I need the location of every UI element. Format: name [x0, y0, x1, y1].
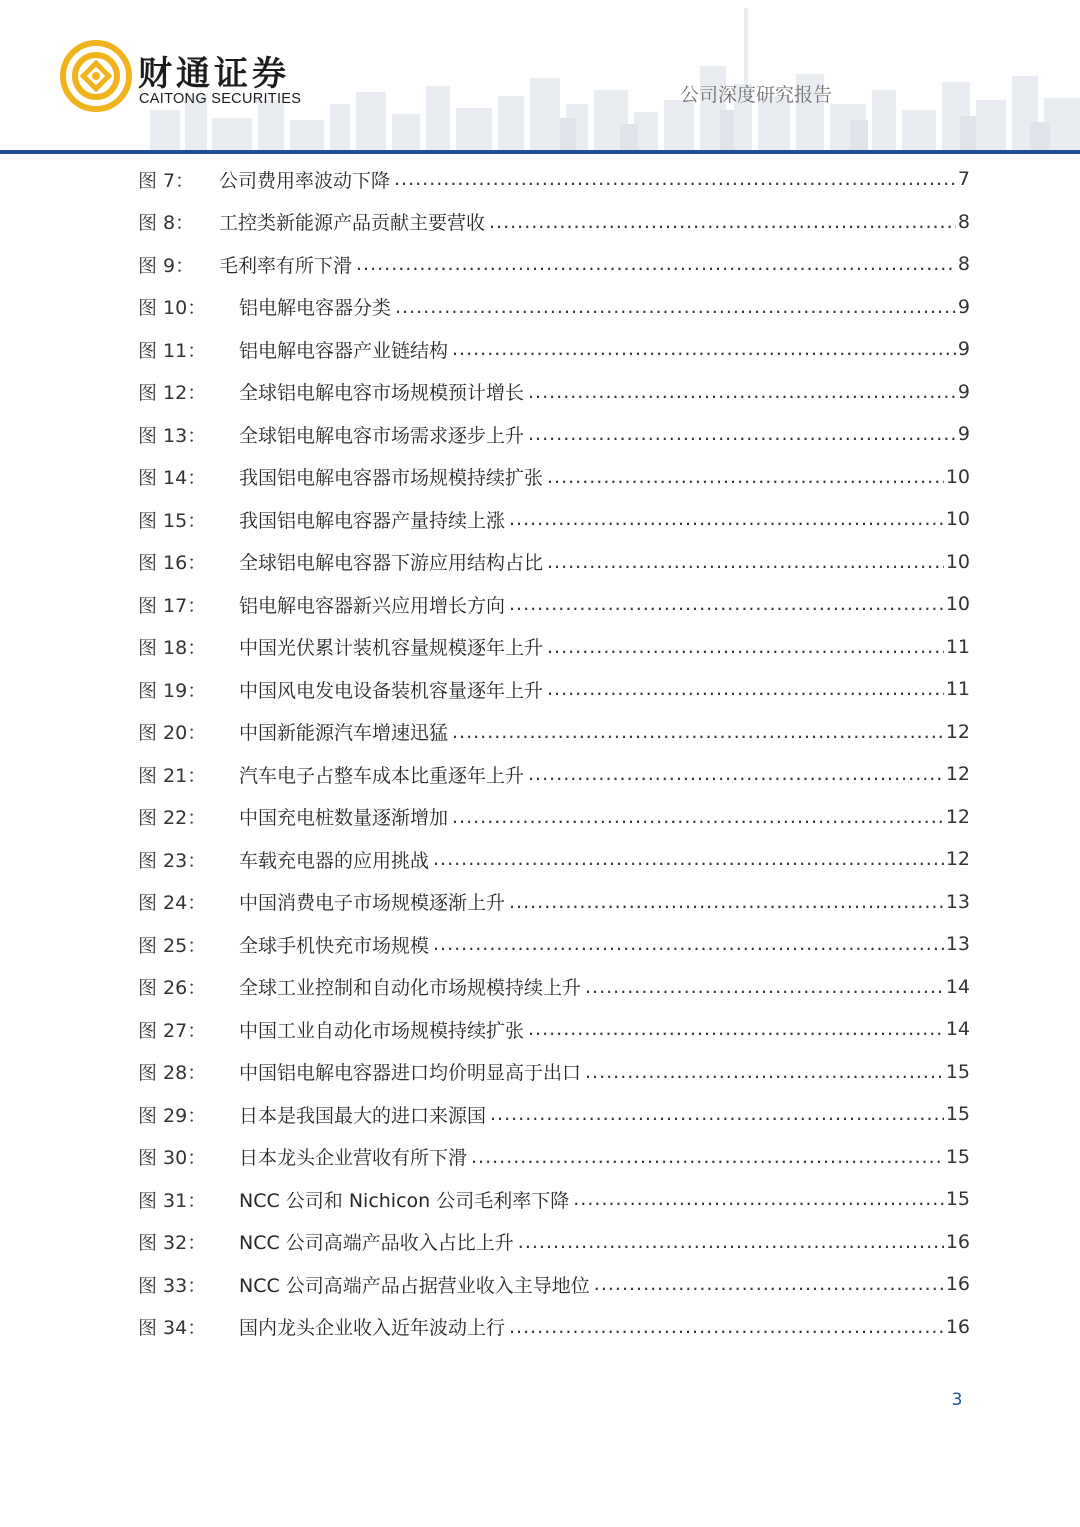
toc-page-number[interactable]: 12: [945, 848, 970, 871]
page-header: [0, 0, 1080, 156]
toc-entry[interactable]: [138, 498, 970, 541]
toc-figure-title[interactable]: NCC 公司和 Nichicon 公司毛利率下降: [239, 1186, 573, 1213]
toc-dot-leader: [452, 721, 944, 743]
toc-page-number[interactable]: 10: [945, 593, 970, 616]
toc-figure-title[interactable]: 日本是我国最大的进口来源国: [239, 1101, 490, 1128]
toc-page-number[interactable]: 10: [945, 550, 970, 573]
toc-entry[interactable]: [138, 1178, 970, 1221]
toc-figure-label: 图 16：: [138, 552, 207, 575]
toc-page-number[interactable]: 13: [945, 933, 970, 956]
toc-figure-title[interactable]: NCC 公司高端产品占据营业收入主导地位: [239, 1271, 594, 1298]
toc-figure-label: 图 15：: [138, 509, 207, 532]
toc-page-number[interactable]: 11: [945, 678, 970, 701]
toc-figure-title[interactable]: 中国消费电子市场规模逐渐上升: [239, 888, 509, 915]
toc-figure-label: 图 11：: [138, 339, 207, 362]
toc-page-number[interactable]: 13: [945, 890, 970, 913]
toc-figure-title[interactable]: 中国光伏累计装机容量规模逐年上升: [239, 633, 547, 660]
toc-entry[interactable]: [138, 1136, 970, 1179]
toc-figure-title[interactable]: 全球铝电解电容市场需求逐步上升: [239, 421, 528, 448]
toc-dot-leader: [433, 933, 944, 955]
toc-page-number[interactable]: 11: [945, 635, 970, 658]
toc-dot-leader: [394, 168, 956, 190]
toc-figure-title[interactable]: 日本龙头企业营收有所下滑: [239, 1143, 471, 1170]
toc-figure-title[interactable]: 全球铝电解电容器下游应用结构占比: [239, 548, 547, 575]
toc-figure-title[interactable]: 国内龙头企业收入近年波动上行: [239, 1313, 509, 1340]
toc-figure-label: 图 7：: [138, 169, 195, 192]
toc-dot-leader: [528, 1018, 944, 1040]
toc-page-number[interactable]: 7: [957, 168, 970, 191]
brand-name-en: CAITONG SECURITIES: [139, 91, 302, 107]
toc-entry[interactable]: [138, 626, 970, 669]
toc-dot-leader: [547, 551, 944, 573]
toc-dot-leader: [573, 1188, 944, 1210]
toc-dot-leader: [528, 763, 944, 785]
toc-entry[interactable]: [138, 1051, 970, 1094]
toc-figure-label: 图 30：: [138, 1147, 207, 1170]
toc-figure-label: 图 27：: [138, 1019, 207, 1042]
toc-page-number[interactable]: 12: [945, 805, 970, 828]
toc-figure-label: 图 10：: [138, 297, 207, 320]
toc-page-number[interactable]: 16: [945, 1230, 970, 1253]
toc-page-number[interactable]: 8: [957, 253, 970, 276]
toc-figure-label: 图 12：: [138, 382, 207, 405]
toc-entry[interactable]: [138, 583, 970, 626]
toc-page-number[interactable]: 12: [945, 720, 970, 743]
toc-entry[interactable]: [138, 923, 970, 966]
toc-figure-label: 图 23：: [138, 849, 207, 872]
toc-figure-title[interactable]: 中国风电发电设备装机容量逐年上升: [239, 676, 547, 703]
header-rule: [0, 150, 1080, 154]
toc-dot-leader: [356, 253, 956, 275]
toc-dot-leader: [471, 1146, 944, 1168]
toc-dot-leader: [509, 1316, 944, 1338]
toc-page-number[interactable]: 15: [945, 1145, 970, 1168]
toc-figure-label: 图 25：: [138, 934, 207, 957]
toc-figure-title[interactable]: 中国充电桩数量逐渐增加: [239, 803, 452, 830]
toc-entry[interactable]: [138, 881, 970, 924]
toc-figure-title[interactable]: 汽车电子占整车成本比重逐年上升: [239, 761, 528, 788]
page-number: 3: [951, 1390, 963, 1410]
toc-entry[interactable]: [138, 796, 970, 839]
caitong-coin-logo-icon: [60, 40, 132, 112]
toc-figure-title[interactable]: 铝电解电容器新兴应用增长方向: [239, 591, 509, 618]
toc-page-number[interactable]: 12: [945, 763, 970, 786]
toc-figure-title[interactable]: 工控类新能源产品贡献主要营收: [219, 208, 489, 235]
toc-figure-title[interactable]: 车载充电器的应用挑战: [239, 846, 433, 873]
toc-figure-label: 图 32：: [138, 1232, 207, 1255]
toc-entry[interactable]: [138, 201, 970, 244]
toc-figure-title[interactable]: 铝电解电容器产业链结构: [239, 336, 452, 363]
toc-page-number[interactable]: 14: [945, 1018, 970, 1041]
toc-figure-label: 图 18：: [138, 637, 207, 660]
report-type: 公司深度研究报告: [680, 84, 833, 106]
toc-entry[interactable]: [138, 456, 970, 499]
toc-entry[interactable]: [138, 1093, 970, 1136]
toc-entry[interactable]: [138, 413, 970, 456]
toc-page-number[interactable]: 9: [957, 380, 970, 403]
toc-dot-leader: [547, 466, 944, 488]
toc-figure-label: 图 17：: [138, 594, 207, 617]
toc-figure-title[interactable]: 全球工业控制和自动化市场规模持续上升: [239, 973, 585, 1000]
toc-page-number[interactable]: 9: [957, 295, 970, 318]
toc-figure-label: 图 24：: [138, 892, 207, 915]
toc-dot-leader: [528, 423, 956, 445]
toc-page-number[interactable]: 14: [945, 975, 970, 998]
toc-dot-leader: [509, 508, 944, 530]
toc-entry[interactable]: [138, 838, 970, 881]
toc-figure-label: 图 28：: [138, 1062, 207, 1085]
toc-page-number[interactable]: 15: [945, 1103, 970, 1126]
figure-index: [138, 158, 970, 1348]
toc-figure-label: 图 31：: [138, 1189, 207, 1212]
toc-figure-label: 图 19：: [138, 679, 207, 702]
toc-dot-leader: [528, 381, 956, 403]
toc-dot-leader: [585, 976, 944, 998]
toc-entry[interactable]: [138, 286, 970, 329]
toc-page-number[interactable]: 15: [945, 1188, 970, 1211]
toc-figure-title[interactable]: 全球铝电解电容市场规模预计增长: [239, 378, 528, 405]
toc-page-number[interactable]: 16: [945, 1315, 970, 1338]
toc-figure-title[interactable]: 铝电解电容器分类: [239, 293, 395, 320]
toc-dot-leader: [452, 806, 944, 828]
toc-dot-leader: [594, 1273, 944, 1295]
toc-entry[interactable]: [138, 753, 970, 796]
toc-figure-title[interactable]: 中国铝电解电容器进口均价明显高于出口: [239, 1058, 585, 1085]
toc-figure-title[interactable]: 毛利率有所下滑: [219, 251, 356, 278]
toc-dot-leader: [509, 891, 944, 913]
toc-figure-label: 图 8：: [138, 212, 195, 235]
toc-dot-leader: [547, 636, 944, 658]
toc-entry[interactable]: [138, 541, 970, 584]
toc-page-number[interactable]: 16: [945, 1273, 970, 1296]
toc-figure-label: 图 21：: [138, 764, 207, 787]
toc-dot-leader: [585, 1061, 944, 1083]
toc-figure-title[interactable]: 中国新能源汽车增速迅猛: [239, 718, 452, 745]
toc-figure-label: 图 26：: [138, 977, 207, 1000]
toc-entry[interactable]: [138, 158, 970, 201]
toc-figure-label: 图 9：: [138, 254, 195, 277]
toc-page-number[interactable]: 10: [945, 465, 970, 488]
toc-dot-leader: [547, 678, 944, 700]
toc-figure-label: 图 20：: [138, 722, 207, 745]
toc-entry[interactable]: [138, 966, 970, 1009]
toc-entry[interactable]: [138, 1306, 970, 1349]
toc-figure-label: 图 34：: [138, 1317, 207, 1340]
toc-figure-label: 图 13：: [138, 424, 207, 447]
toc-figure-label: 图 14：: [138, 467, 207, 490]
toc-figure-title[interactable]: 全球手机快充市场规模: [239, 931, 433, 958]
brand-name-cn: 财通证券: [138, 54, 290, 94]
toc-page-number[interactable]: 9: [957, 338, 970, 361]
toc-page-number[interactable]: 9: [957, 423, 970, 446]
toc-entry[interactable]: [138, 668, 970, 711]
toc-entry[interactable]: [138, 1008, 970, 1051]
toc-dot-leader: [452, 338, 956, 360]
toc-figure-label: 图 22：: [138, 807, 207, 830]
toc-entry[interactable]: [138, 1263, 970, 1306]
toc-entry[interactable]: [138, 1221, 970, 1264]
toc-dot-leader: [490, 1103, 944, 1125]
toc-figure-title[interactable]: 公司费用率波动下降: [219, 166, 394, 193]
toc-entry[interactable]: [138, 328, 970, 371]
toc-page-number[interactable]: 15: [945, 1060, 970, 1083]
toc-page-number[interactable]: 10: [945, 508, 970, 531]
toc-figure-title[interactable]: NCC 公司高端产品收入占比上升: [239, 1228, 518, 1255]
toc-dot-leader: [509, 593, 944, 615]
toc-dot-leader: [489, 211, 956, 233]
toc-figure-title[interactable]: 我国铝电解电容器产量持续上涨: [239, 506, 509, 533]
toc-page-number[interactable]: 8: [957, 210, 970, 233]
toc-entry[interactable]: [138, 711, 970, 754]
toc-figure-label: 图 29：: [138, 1104, 207, 1127]
toc-figure-title[interactable]: 我国铝电解电容器市场规模持续扩张: [239, 463, 547, 490]
toc-dot-leader: [518, 1231, 944, 1253]
toc-dot-leader: [395, 296, 956, 318]
toc-entry[interactable]: [138, 371, 970, 414]
toc-figure-label: 图 33：: [138, 1274, 207, 1297]
toc-entry[interactable]: [138, 243, 970, 286]
toc-dot-leader: [433, 848, 944, 870]
toc-figure-title[interactable]: 中国工业自动化市场规模持续扩张: [239, 1016, 528, 1043]
